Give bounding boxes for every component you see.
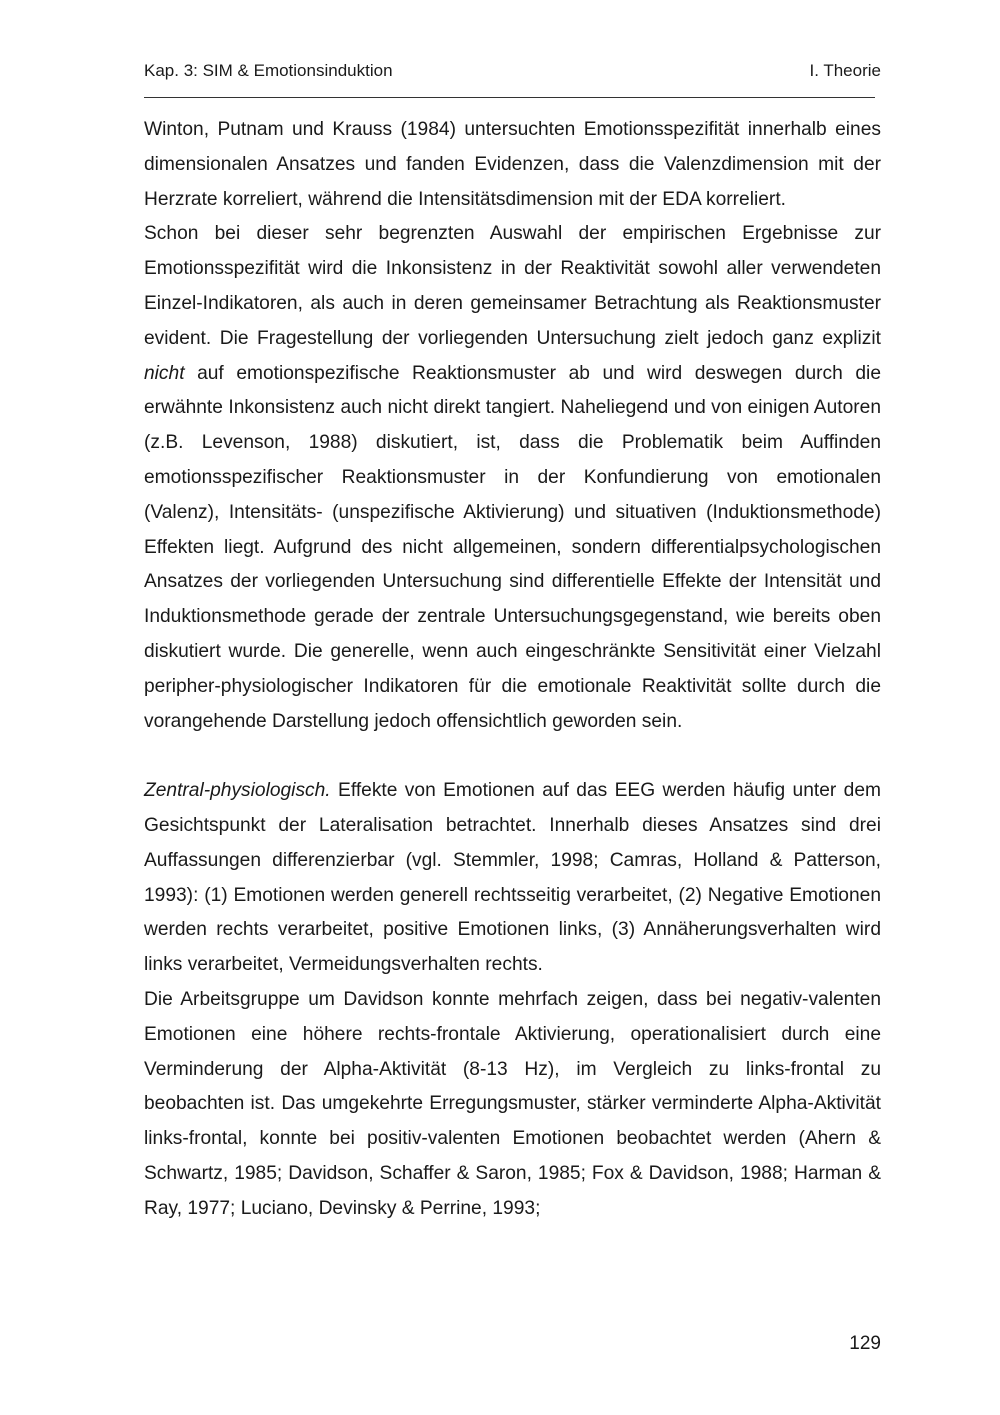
running-header: [144, 59, 881, 83]
paragraph-text: Effekte von Emotionen auf das EEG werden häufig unter dem Gesichtspunkt der Lateralisation betrachtet. Innerhalb dieses Ansatzes sind drei Auffassungen differenzierbar (vgl. Stemmler, 1998; Camras, Holland & Patterson, 1993): (1) Emotionen werden generell rechtsseitig verarbeitet, (2) Negative Emotionen werden rechts verarbeitet, positive Emotionen links, (3) Annäherungsverhalten wird links verarbeitet, Vermeidungsverhalten rechts.: [144, 780, 881, 976]
paragraph-text: Schon bei dieser sehr begrenzten Auswahl der empirischen Ergebnisse zur Emotionsspezifität wird die Inkonsistenz in der Reaktivität sowohl aller verwendeten Einzel-Indikatoren, als auch in deren gemeinsamer Betrachtung als Reaktionsmuster evident. Die Fragestellung der vorliegenden Untersuchung zielt jedoch ganz explizit: [144, 223, 881, 349]
paragraph-davidson: Die Arbeitsgruppe um Davidson konnte mehrfach zeigen, dass bei negativ-valenten Emotionen eine höhere rechts-frontale Aktivierung, operationalisiert durch eine Verminderung der Alpha-Aktivität (8-13 Hz), im Vergleich zu links-frontal zu beobachten ist. Das umgekehrte Erregungsmuster, stärker verminderte Alpha-Aktivität links-frontal, konnte bei positiv-valenten Emotionen beobachtet werden (Ahern & Schwartz, 1985; Davidson, Schaffer & Saron, 1985; Fox & Davidson, 1988; Harman & Ray, 1977; Luciano, Devinsky & Perrine, 1993;: [144, 988, 881, 1219]
paragraph-emotionsspezifitaet: [144, 217, 881, 739]
emphasis-nicht: nicht: [144, 362, 185, 384]
paragraph-text: auf emotionspezifische Reaktionsmuster ab und wird deswegen durch die erwähnte Inkonsistenz auch nicht direkt tangiert. Naheliegend und von einigen Autoren (z.B. Levenson, 1988) diskutiert, ist, dass die Problematik beim Auffinden emotionsspezifischer Reaktionsmuster in der Konfundierung von emotionalen (Valenz), Intensitäts- (unspezifische Aktivierung) und situativen (Induktionsmethode) Effekten liegt. Aufgrund des nicht allgemeinen, sondern differentialpsychologischen Ansatzes der vorliegenden Untersuchung sind differentielle Effekte der Intensität und Induktionsmethode gerade der zentrale Untersuchungsgegenstand, wie bereits oben diskutiert wurde. Die generelle, wenn auch eingeschränkte Sensitivität einer Vielzahl peripher-physiologischer Indikatoren für die emotionale Reaktivität sollte durch die vorangehende Darstellung jedoch offensichtlich geworden sein.: [144, 362, 881, 732]
part-title: I. Theorie: [809, 61, 881, 80]
paragraph-zentral-physiologisch: [144, 774, 881, 983]
chapter-title: Kap. 3: SIM & Emotionsinduktion: [144, 61, 393, 80]
body-text: [144, 113, 881, 1227]
page-number: 129: [849, 1333, 881, 1354]
paragraph-winton: Winton, Putnam und Krauss (1984) untersuchten Emotionsspezifität innerhalb eines dimensionalen Ansatzes und fanden Evidenzen, dass die Valenzdimension mit der Herzrate korreliert, während die Intensitätsdimension mit der EDA korreliert.: [144, 119, 881, 210]
section-run-in-heading: Zentral-physiologisch.: [144, 780, 331, 802]
header-rule: [144, 97, 875, 98]
